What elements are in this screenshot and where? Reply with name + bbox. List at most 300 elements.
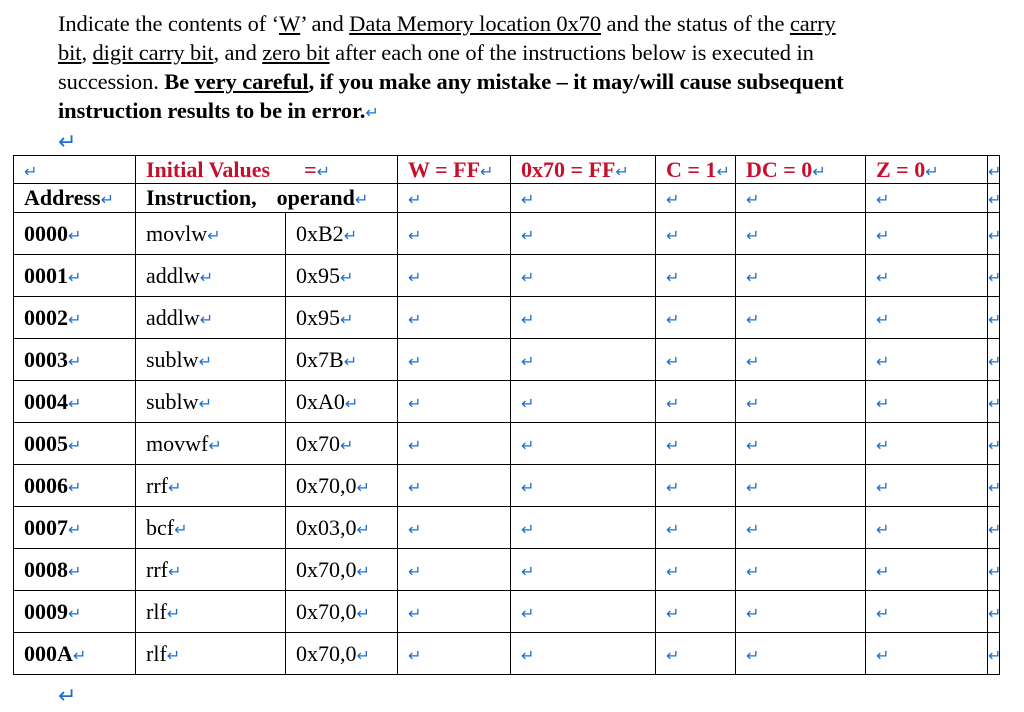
return-arrow-icon: ↵: [167, 561, 182, 581]
return-arrow-icon: ↵: [365, 103, 379, 122]
return-arrow-icon: ↵: [666, 645, 680, 665]
mem-answer-cell[interactable]: [511, 213, 656, 255]
initial-z-cell: [866, 156, 988, 184]
instruction-value: addlw: [146, 304, 200, 330]
w-answer-cell[interactable]: [398, 213, 511, 255]
row-end-cell: [988, 339, 1000, 381]
return-arrow-icon: ↵: [340, 267, 354, 287]
initial-mem-cell: [511, 156, 656, 184]
w-answer-cell[interactable]: [398, 633, 511, 675]
return-arrow-icon: ↵: [746, 309, 760, 329]
instruction-value: movwf: [146, 430, 209, 456]
instruction-header-cell: [136, 184, 398, 213]
z-answer-cell[interactable]: [866, 213, 988, 255]
table-row: [14, 633, 1000, 675]
return-arrow-icon: ↵: [876, 309, 890, 329]
return-arrow-icon: ↵: [408, 351, 422, 371]
return-arrow-icon: ↵: [68, 477, 82, 497]
initial-mem-value: 0x70 = FF: [521, 156, 616, 182]
return-arrow-icon: ↵: [746, 267, 760, 287]
row-end-cell: [988, 465, 1000, 507]
w-answer-cell[interactable]: [398, 465, 511, 507]
address-cell: [14, 465, 136, 507]
dc-answer-cell[interactable]: [736, 297, 866, 339]
return-arrow-icon: ↵: [521, 351, 535, 371]
return-arrow-icon: ↵: [746, 393, 760, 413]
cell: [988, 184, 1000, 213]
return-arrow-icon: ↵: [480, 161, 494, 181]
operand-value: 0x70,0: [296, 598, 357, 624]
row-end-cell: [988, 633, 1000, 675]
return-arrow-icon: ↵: [666, 603, 680, 623]
text-run: , and: [213, 40, 263, 65]
return-arrow-icon: ↵: [876, 561, 890, 581]
initial-w-value: W = FF: [408, 156, 481, 182]
address-value: 0005: [24, 430, 68, 456]
row-end-cell: [988, 381, 1000, 423]
initial-w-cell: [398, 156, 511, 184]
return-arrow-icon: ↵: [988, 561, 1002, 581]
cell: [988, 156, 1000, 184]
return-arrow-icon: ↵: [746, 603, 760, 623]
return-arrow-icon: ↵: [521, 267, 535, 287]
text-run: succession.: [58, 69, 165, 94]
c-answer-cell[interactable]: [656, 213, 736, 255]
cell: [14, 156, 136, 184]
z-answer-cell[interactable]: [866, 465, 988, 507]
instruction-cell: [136, 297, 286, 339]
return-arrow-icon: ↵: [24, 161, 38, 181]
return-arrow-icon: ↵: [988, 351, 1002, 371]
return-arrow-icon: ↵: [666, 519, 680, 539]
return-arrow-icon: ↵: [521, 309, 535, 329]
c-answer-cell[interactable]: [656, 381, 736, 423]
cell: [656, 184, 736, 213]
row-end-cell: [988, 423, 1000, 465]
return-arrow-icon: ↵: [68, 393, 82, 413]
dc-answer-cell[interactable]: [736, 423, 866, 465]
w-answer-cell[interactable]: [398, 591, 511, 633]
operand-cell: [286, 381, 398, 423]
operand-value: 0xA0: [296, 388, 345, 414]
text-run-underlined: bit: [58, 40, 82, 65]
initial-dc-value: DC = 0: [746, 156, 813, 182]
cell: [398, 184, 511, 213]
instruction-value: rlf: [146, 598, 167, 624]
return-arrow-icon: ↵: [354, 190, 369, 209]
return-arrow-icon: ↵: [340, 309, 354, 329]
z-answer-cell[interactable]: [866, 591, 988, 633]
initial-values-equals: =: [304, 156, 317, 182]
return-arrow-icon: ↵: [988, 225, 1002, 245]
return-arrow-icon: ↵: [988, 603, 1002, 623]
return-arrow-icon: ↵: [746, 351, 760, 371]
address-value: 000A: [24, 640, 73, 666]
instruction-value: bcf: [146, 514, 175, 540]
w-answer-cell[interactable]: [398, 339, 511, 381]
return-arrow-icon: ↵: [666, 393, 680, 413]
c-answer-cell[interactable]: [656, 339, 736, 381]
mem-answer-cell[interactable]: [511, 255, 656, 297]
initial-values-row: [14, 156, 1000, 184]
return-arrow-icon: ↵: [746, 190, 760, 209]
dc-answer-cell[interactable]: [736, 507, 866, 549]
return-arrow-icon: ↵: [356, 477, 370, 497]
return-arrow-icon: ↵: [746, 477, 760, 497]
return-arrow-icon: ↵: [876, 351, 890, 371]
mem-answer-cell[interactable]: [511, 549, 656, 591]
mem-answer-cell[interactable]: [511, 297, 656, 339]
return-arrow-icon: ↵: [408, 603, 422, 623]
initial-z-value: Z = 0: [876, 156, 926, 182]
initial-values-label: Initial Values: [146, 156, 271, 182]
return-arrow-icon: ↵: [408, 309, 422, 329]
c-answer-cell[interactable]: [656, 507, 736, 549]
text-run-underlined: Data Memory location 0x70: [349, 11, 601, 36]
mem-answer-cell[interactable]: [511, 423, 656, 465]
row-end-cell: [988, 213, 1000, 255]
return-arrow-icon: ↵: [746, 645, 760, 665]
instruction-paragraph: [58, 9, 958, 157]
instruction-cell: [136, 465, 286, 507]
return-arrow-icon: ↵: [408, 561, 422, 581]
dc-answer-cell[interactable]: [736, 465, 866, 507]
instruction-value: sublw: [146, 388, 199, 414]
return-arrow-icon: ↵: [207, 225, 221, 245]
return-arrow-icon: ↵: [666, 477, 680, 497]
dc-answer-cell[interactable]: [736, 549, 866, 591]
w-answer-cell[interactable]: [398, 549, 511, 591]
text-run: Indicate the contents of ‘: [58, 11, 280, 36]
return-arrow-icon: ↵: [174, 519, 188, 539]
address-value: 0002: [24, 304, 68, 330]
row-end-cell: [988, 591, 1000, 633]
address-value: 0006: [24, 472, 68, 498]
address-value: 0008: [24, 556, 68, 582]
c-answer-cell[interactable]: [656, 297, 736, 339]
cell: [511, 184, 656, 213]
w-answer-cell[interactable]: [398, 507, 511, 549]
mem-answer-cell[interactable]: [511, 633, 656, 675]
return-arrow-icon: ↵: [166, 645, 181, 665]
mem-answer-cell[interactable]: [511, 381, 656, 423]
return-arrow-icon: ↵: [199, 267, 214, 287]
return-arrow-icon: ↵: [876, 477, 890, 497]
return-arrow-icon: ↵: [344, 393, 359, 413]
instruction-line-4: [58, 96, 958, 127]
table-row: [14, 339, 1000, 381]
return-arrow-icon: ↵: [408, 435, 422, 455]
c-answer-cell[interactable]: [656, 591, 736, 633]
address-cell: [14, 381, 136, 423]
return-arrow-icon: ↵: [988, 645, 1002, 665]
return-arrow-icon: ↵: [666, 435, 680, 455]
z-answer-cell[interactable]: [866, 297, 988, 339]
table-row: [14, 507, 1000, 549]
return-arrow-icon: ↵: [812, 161, 826, 181]
instruction-value: movlw: [146, 220, 208, 246]
return-arrow-icon: ↵: [68, 435, 82, 455]
operand-value: 0x70: [296, 430, 340, 456]
operand-cell: [286, 549, 398, 591]
c-answer-cell[interactable]: [656, 423, 736, 465]
instruction-line-3: [58, 67, 958, 96]
address-value: 0003: [24, 346, 68, 372]
row-end-cell: [988, 507, 1000, 549]
instruction-value: rlf: [146, 640, 167, 666]
operand-value: 0x95: [296, 262, 340, 288]
operand-header: operand: [276, 185, 355, 210]
cell: [866, 184, 988, 213]
return-arrow-icon: ↵: [167, 477, 182, 497]
text-run: and the status of the: [600, 11, 790, 36]
operand-cell: [286, 423, 398, 465]
instruction-value: addlw: [146, 262, 200, 288]
return-arrow-icon: ↵: [876, 267, 890, 287]
instruction-cell: [136, 591, 286, 633]
z-answer-cell[interactable]: [866, 255, 988, 297]
address-cell: [14, 213, 136, 255]
instruction-cell: [136, 213, 286, 255]
table-row: [14, 213, 1000, 255]
return-arrow-icon: ↵: [198, 393, 212, 413]
address-header: Address: [24, 185, 101, 210]
initial-dc-cell: [736, 156, 866, 184]
return-arrow-icon: ↵: [68, 603, 82, 623]
return-arrow-icon: ↵: [925, 161, 939, 181]
c-answer-cell[interactable]: [656, 465, 736, 507]
return-arrow-icon: ↵: [208, 435, 222, 455]
return-arrow-icon: ↵: [521, 519, 535, 539]
operand-value: 0xB2: [296, 220, 344, 246]
table-row: [14, 591, 1000, 633]
return-arrow-icon: ↵: [521, 225, 535, 245]
w-answer-cell[interactable]: [398, 423, 511, 465]
return-arrow-icon: ↵: [666, 561, 680, 581]
table-row: [14, 255, 1000, 297]
return-arrow-icon: ↵: [68, 309, 82, 329]
return-arrow-icon: ↵: [408, 519, 422, 539]
mem-answer-cell[interactable]: [511, 339, 656, 381]
z-answer-cell[interactable]: [866, 507, 988, 549]
instruction-value: rrf: [146, 556, 168, 582]
return-arrow-icon: ↵: [746, 519, 760, 539]
return-arrow-icon: ↵: [199, 309, 214, 329]
address-cell: [14, 633, 136, 675]
table-row: [14, 465, 1000, 507]
c-answer-cell[interactable]: [656, 633, 736, 675]
text-run-underlined: zero bit: [262, 40, 330, 65]
instruction-value: sublw: [146, 346, 199, 372]
return-arrow-icon: ↵: [746, 435, 760, 455]
return-arrow-icon: ↵: [68, 519, 82, 539]
address-value: 0000: [24, 220, 68, 246]
return-arrow-icon: ↵: [876, 190, 890, 209]
instruction-cell: [136, 507, 286, 549]
address-value: 0004: [24, 388, 68, 414]
return-arrow-icon: ↵: [988, 190, 1002, 209]
mem-answer-cell[interactable]: [511, 591, 656, 633]
initial-c-cell: [656, 156, 736, 184]
operand-cell: [286, 297, 398, 339]
return-arrow-icon: ↵: [356, 603, 370, 623]
operand-cell: [286, 633, 398, 675]
return-arrow-icon: ↵: [876, 645, 890, 665]
return-arrow-icon: ↵: [408, 267, 422, 287]
return-arrow-icon: ↵: [521, 645, 535, 665]
return-arrow-icon: ↵: [988, 435, 1002, 455]
return-arrow-icon: ↵: [988, 267, 1002, 287]
row-end-cell: [988, 255, 1000, 297]
mem-answer-cell[interactable]: [511, 507, 656, 549]
z-answer-cell[interactable]: [866, 339, 988, 381]
instruction-line-5: [58, 127, 958, 157]
instruction-cell: [136, 339, 286, 381]
operand-cell: [286, 213, 398, 255]
return-arrow-icon: ↵: [166, 603, 181, 623]
address-value: 0009: [24, 598, 68, 624]
return-arrow-icon: ↵: [68, 225, 82, 245]
address-cell: [14, 591, 136, 633]
text-run-underlined: carry: [789, 11, 836, 36]
return-arrow-icon: ↵: [356, 645, 370, 665]
dc-answer-cell[interactable]: [736, 633, 866, 675]
operand-value: 0x70,0: [296, 472, 357, 498]
text-run: after each one of the instructions below is executed in: [329, 40, 814, 65]
header-row: [14, 184, 1000, 213]
return-arrow-icon: ↵: [615, 161, 629, 181]
table-row: [14, 423, 1000, 465]
table-row: [14, 549, 1000, 591]
return-arrow-icon: ↵: [988, 519, 1002, 539]
return-arrow-icon: ↵: [408, 190, 422, 209]
text-run-underlined: digit carry bit: [92, 40, 214, 65]
dc-answer-cell[interactable]: [736, 591, 866, 633]
instruction-cell: [136, 381, 286, 423]
return-arrow-icon: ↵: [408, 393, 422, 413]
instruction-cell: [136, 549, 286, 591]
text-run: ,: [81, 40, 93, 65]
return-arrow-icon: ↵: [408, 645, 422, 665]
return-arrow-icon: ↵: [408, 477, 422, 497]
z-answer-cell[interactable]: [866, 549, 988, 591]
dc-answer-cell[interactable]: [736, 381, 866, 423]
instruction-header: Instruction,: [146, 185, 257, 210]
return-arrow-icon: ↵: [746, 225, 760, 245]
return-arrow-icon: ↵: [876, 225, 890, 245]
address-cell: [14, 339, 136, 381]
return-arrow-icon: ↵: [72, 645, 87, 665]
return-arrow-icon: ↵: [58, 130, 77, 155]
instruction-table: [13, 155, 1000, 675]
w-answer-cell[interactable]: [398, 381, 511, 423]
dc-answer-cell[interactable]: [736, 339, 866, 381]
dc-answer-cell[interactable]: [736, 213, 866, 255]
mem-answer-cell[interactable]: [511, 465, 656, 507]
instruction-value: rrf: [146, 472, 168, 498]
w-answer-cell[interactable]: [398, 255, 511, 297]
return-arrow-icon: ↵: [521, 477, 535, 497]
text-run-underlined: W: [279, 11, 301, 36]
address-value: 0007: [24, 514, 68, 540]
address-cell: [14, 423, 136, 465]
text-run: ’ and: [300, 11, 350, 36]
c-answer-cell[interactable]: [656, 549, 736, 591]
text-run-bold: Be: [164, 69, 195, 94]
return-arrow-icon: ↵: [58, 684, 77, 709]
return-arrow-icon: ↵: [876, 435, 890, 455]
return-arrow-icon: ↵: [521, 393, 535, 413]
return-arrow-icon: ↵: [988, 393, 1002, 413]
return-arrow-icon: ↵: [521, 561, 535, 581]
cell: [736, 184, 866, 213]
operand-cell: [286, 255, 398, 297]
return-arrow-icon: ↵: [876, 519, 890, 539]
return-arrow-icon: ↵: [521, 190, 535, 209]
operand-value: 0x70,0: [296, 556, 357, 582]
operand-cell: [286, 507, 398, 549]
return-arrow-icon: ↵: [356, 561, 370, 581]
z-answer-cell[interactable]: [866, 633, 988, 675]
return-arrow-icon: ↵: [100, 190, 115, 209]
operand-cell: [286, 465, 398, 507]
return-arrow-icon: ↵: [521, 603, 535, 623]
return-arrow-icon: ↵: [68, 351, 82, 371]
text-run-bold: instruction results to be in error.: [58, 98, 366, 123]
operand-cell: [286, 339, 398, 381]
dc-answer-cell[interactable]: [736, 255, 866, 297]
operand-value: 0x7B: [296, 346, 344, 372]
operand-cell: [286, 591, 398, 633]
return-arrow-icon: ↵: [746, 561, 760, 581]
return-arrow-icon: ↵: [666, 267, 680, 287]
return-arrow-icon: ↵: [68, 267, 82, 287]
return-arrow-icon: ↵: [988, 309, 1002, 329]
instruction-line-2: [58, 38, 958, 67]
row-end-cell: [988, 297, 1000, 339]
table-row: [14, 381, 1000, 423]
return-arrow-icon: ↵: [876, 393, 890, 413]
address-header-cell: [14, 184, 136, 213]
instruction-cell: [136, 255, 286, 297]
return-arrow-icon: ↵: [876, 603, 890, 623]
operand-value: 0x95: [296, 304, 340, 330]
return-arrow-icon: ↵: [666, 309, 680, 329]
z-answer-cell[interactable]: [866, 423, 988, 465]
address-value: 0001: [24, 262, 68, 288]
return-arrow-icon: ↵: [198, 351, 212, 371]
return-arrow-icon: ↵: [356, 519, 370, 539]
address-cell: [14, 507, 136, 549]
operand-value: 0x03,0: [296, 514, 357, 540]
address-cell: [14, 297, 136, 339]
initial-c-value: C = 1: [666, 156, 717, 182]
return-arrow-icon: ↵: [988, 477, 1002, 497]
z-answer-cell[interactable]: [866, 381, 988, 423]
w-answer-cell[interactable]: [398, 297, 511, 339]
return-arrow-icon: ↵: [340, 435, 354, 455]
address-cell: [14, 255, 136, 297]
return-arrow-icon: ↵: [988, 161, 1002, 181]
c-answer-cell[interactable]: [656, 255, 736, 297]
row-end-cell: [988, 549, 1000, 591]
address-cell: [14, 549, 136, 591]
operand-value: 0x70,0: [296, 640, 357, 666]
return-arrow-icon: ↵: [521, 435, 535, 455]
text-run-bold: , if you make any mistake – it may/will cause subsequent: [308, 69, 844, 94]
initial-values-label-cell: [136, 156, 398, 184]
instruction-cell: [136, 423, 286, 465]
